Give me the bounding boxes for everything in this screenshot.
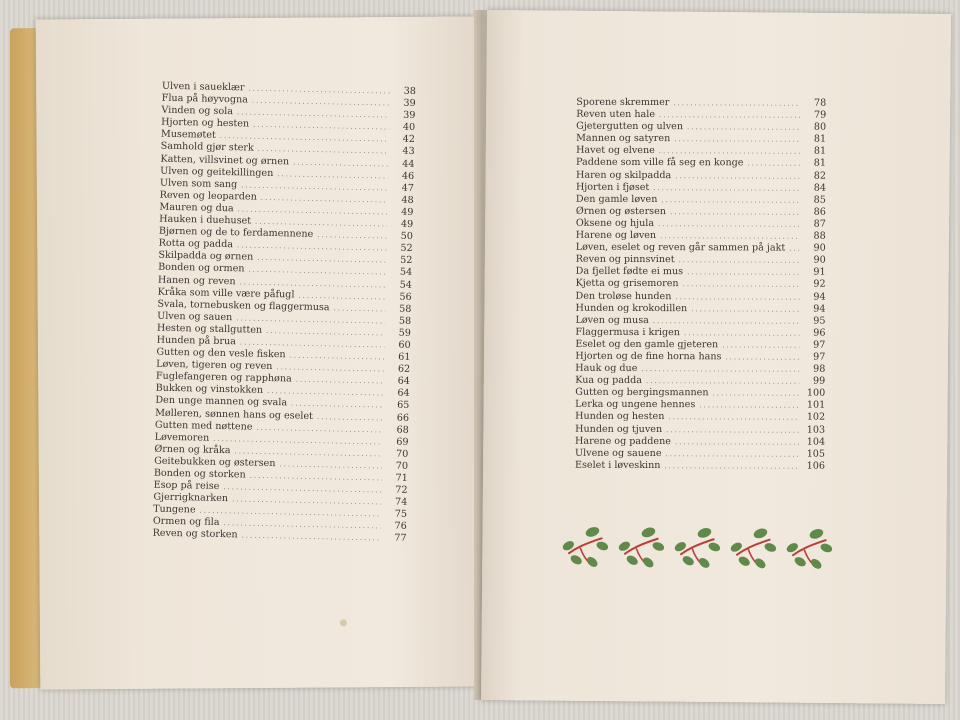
toc-entry-page-number: 97 xyxy=(813,339,826,351)
dot-leader xyxy=(725,351,799,363)
toc-entry-page-number: 80 xyxy=(813,121,827,133)
toc-entry-page-number: 65 xyxy=(397,400,410,412)
toc-entry-page-number: 90 xyxy=(813,242,826,254)
toc-entry-page-number: 103 xyxy=(806,424,826,436)
dot-leader xyxy=(674,133,800,146)
toc-entry-title: Den troløse hunden xyxy=(575,290,672,302)
toc-entry-page-number: 102 xyxy=(806,412,826,424)
dot-leader xyxy=(659,109,800,122)
toc-entry xyxy=(576,230,826,243)
toc-entry-title: Skilpadda og ørnen xyxy=(158,249,254,263)
toc-entry-title: Mølleren, sønnen hans og eselet xyxy=(155,407,314,422)
toc-entry-page-number: 43 xyxy=(402,146,415,158)
toc-entry-title: Hauken i duehuset xyxy=(159,213,252,227)
dot-leader xyxy=(684,327,799,339)
toc-entry xyxy=(575,327,825,340)
toc-entry-title: Ulven og sauen xyxy=(157,310,233,323)
toc-entry-page-number: 94 xyxy=(813,291,826,303)
toc-entry-page-number: 69 xyxy=(396,436,409,448)
toc-entry-page-number: 81 xyxy=(813,158,827,170)
toc-entry-title: Ørnen og kråka xyxy=(154,443,231,456)
toc-entry-page-number: 50 xyxy=(400,230,414,243)
toc-entry-page-number: 60 xyxy=(398,339,411,351)
toc-entry xyxy=(576,194,826,207)
toc-entry-title: Gjetergutten og ulven xyxy=(576,120,684,133)
toc-entry-page-number: 79 xyxy=(813,109,827,121)
toc-entry xyxy=(575,351,825,364)
toc-entry-title: Bonden og storken xyxy=(153,467,246,481)
toc-entry-title: Paddene som ville få seg en konge xyxy=(576,157,744,169)
toc-entry-title: Hanen og reven xyxy=(157,274,236,287)
toc-entry-page-number: 62 xyxy=(397,363,411,376)
toc-entry-title: Vinden og sola xyxy=(161,104,234,118)
toc-entry xyxy=(576,121,826,134)
toc-entry-page-number: 70 xyxy=(395,460,409,472)
toc-entry xyxy=(576,97,826,110)
toc-entry-page-number: 86 xyxy=(813,206,826,218)
toc-entry-title: Hunden og tjuven xyxy=(575,423,663,435)
toc-entry-title: Hesten og stallgutten xyxy=(156,322,263,336)
toc-entry-page-number: 66 xyxy=(396,412,410,424)
dot-leader xyxy=(699,400,799,412)
toc-entry-page-number: 76 xyxy=(394,521,407,533)
toc-entry xyxy=(576,278,826,291)
toc-entry-page-number: 58 xyxy=(399,303,412,315)
leaf-sprig-icon xyxy=(618,524,664,568)
toc-entry-title: Eselet i løveskinn xyxy=(574,459,661,471)
toc-entry-page-number: 54 xyxy=(399,279,412,291)
toc-entry-page-number: 39 xyxy=(403,97,416,110)
toc-entry-page-number: 61 xyxy=(398,351,411,363)
toc-entry xyxy=(576,218,826,231)
toc-entry xyxy=(575,314,825,327)
dot-leader xyxy=(675,436,799,449)
toc-entry-title: Tungene xyxy=(153,503,196,516)
toc-entry-page-number: 52 xyxy=(400,255,413,267)
dot-leader xyxy=(653,315,800,328)
table-of-contents-left xyxy=(152,81,416,546)
toc-entry-page-number: 52 xyxy=(400,242,413,255)
toc-entry-page-number: 56 xyxy=(399,291,412,303)
toc-entry-page-number: 47 xyxy=(401,182,415,194)
table-of-contents-right xyxy=(575,97,826,473)
toc-entry-page-number: 82 xyxy=(813,170,827,182)
toc-entry-title: Mauren og dua xyxy=(159,201,234,215)
toc-entry-title: Kua og padda xyxy=(575,374,643,387)
right-page xyxy=(481,10,951,704)
toc-entry xyxy=(576,206,826,219)
toc-entry-title: Rotta og padda xyxy=(158,237,234,251)
toc-entry-title: Hunden på brua xyxy=(156,334,237,348)
toc-entry-title: Løven, tigeren og reven xyxy=(156,358,273,373)
dot-leader xyxy=(722,339,799,351)
toc-entry-title: Løven, eselet og reven går sammen på jakt xyxy=(575,241,786,254)
toc-entry-page-number: 100 xyxy=(806,387,826,399)
toc-entry-title: Fuglefangeren og rapphøna xyxy=(155,370,292,385)
toc-entry-page-number: 64 xyxy=(397,388,410,400)
leaf-sprig-icon xyxy=(562,524,608,568)
toc-entry-page-number: 75 xyxy=(394,508,408,521)
toc-entry-title: Hjorten i fjøset xyxy=(575,181,650,193)
toc-entry-page-number: 74 xyxy=(394,496,408,509)
toc-entry xyxy=(576,254,826,267)
toc-entry-title: Hjorten og de fine horna hans xyxy=(575,350,722,363)
dot-leader xyxy=(679,254,800,267)
toc-entry-title: Hunden og hesten xyxy=(575,411,665,423)
leaf-sprig-icon xyxy=(786,526,832,570)
toc-entry-title: Ulven og geitekillingen xyxy=(160,165,274,179)
dot-leader xyxy=(666,424,799,437)
dot-leader xyxy=(683,279,800,292)
toc-entry xyxy=(576,133,826,146)
toc-entry xyxy=(576,109,826,122)
toc-entry-title: Svala, tornebusken og flaggermusa xyxy=(157,298,330,313)
toc-entry-page-number: 40 xyxy=(402,121,416,134)
leaf-ornament-row xyxy=(562,524,842,576)
toc-entry-title: Gutten med nøttene xyxy=(154,419,253,433)
left-page xyxy=(36,16,481,689)
toc-entry-page-number: 105 xyxy=(806,448,826,460)
dot-leader xyxy=(747,158,800,170)
toc-entry-page-number: 70 xyxy=(395,448,409,460)
dot-leader xyxy=(664,460,799,473)
toc-entry-page-number: 97 xyxy=(813,351,826,363)
toc-entry-page-number: 94 xyxy=(813,303,826,315)
toc-entry-title: Havet og elvene xyxy=(576,145,655,157)
leaf-sprig-icon xyxy=(730,525,776,569)
toc-entry-page-number: 54 xyxy=(399,267,413,279)
toc-entry-page-number: 91 xyxy=(813,266,826,278)
toc-entry-title: Ørnen og østersen xyxy=(575,205,666,217)
toc-entry-title: Eselet og den gamle gjeteren xyxy=(575,338,719,351)
toc-entry-page-number: 85 xyxy=(813,194,826,206)
toc-entry-title: Reven og leoparden xyxy=(159,189,257,203)
toc-entry xyxy=(576,181,826,194)
toc-entry-page-number: 46 xyxy=(401,170,415,182)
toc-entry-page-number: 98 xyxy=(813,363,826,375)
toc-entry-title: Gjerrigknarken xyxy=(153,491,229,505)
toc-entry-page-number: 106 xyxy=(806,460,825,472)
toc-entry xyxy=(576,302,826,315)
toc-entry-title: Katten, villsvinet og ørnen xyxy=(160,153,290,167)
toc-entry-page-number: 49 xyxy=(400,218,414,230)
toc-entry-title: Sporene skremmer xyxy=(576,96,670,109)
toc-entry-title: Bukken og vinstokken xyxy=(155,382,264,397)
toc-entry-page-number: 95 xyxy=(813,315,826,327)
dot-leader xyxy=(276,361,384,375)
toc-entry-title: Gutten og den vesle fisken xyxy=(156,346,286,361)
toc-entry xyxy=(575,375,825,388)
dot-leader xyxy=(713,387,800,399)
dot-leader xyxy=(675,291,799,304)
toc-entry-page-number: 87 xyxy=(813,218,826,230)
toc-entry xyxy=(576,290,826,303)
toc-entry-title: Reven og storken xyxy=(152,528,238,541)
toc-entry-page-number: 81 xyxy=(813,145,827,158)
toc-entry-title: Da fjellet fødte ei mus xyxy=(575,266,684,278)
toc-entry-title: Esop på reise xyxy=(153,479,220,493)
toc-entry-title: Bjørnen og de to ferdamennene xyxy=(158,225,314,240)
toc-entry-title: Ulven i saueklær xyxy=(161,80,245,94)
toc-entry-title: Haren og skilpadda xyxy=(575,169,672,181)
dot-leader xyxy=(691,303,799,315)
leaf-sprig-icon xyxy=(674,525,720,569)
dot-leader xyxy=(659,145,800,158)
toc-entry-title: Kjetta og grisemoren xyxy=(575,278,679,290)
toc-entry-title: Harene og paddene xyxy=(575,435,671,447)
toc-entry-page-number: 101 xyxy=(806,399,826,411)
toc-entry-page-number: 59 xyxy=(398,327,411,339)
toc-entry xyxy=(575,423,825,436)
toc-entry-title: Flua på høyvogna xyxy=(161,92,249,106)
toc-entry xyxy=(576,266,826,279)
toc-entry xyxy=(576,169,826,182)
toc-entry-title: Bonden og ormen xyxy=(158,262,245,275)
toc-entry-page-number: 68 xyxy=(396,424,409,436)
toc-entry-title: Ulven som sang xyxy=(159,177,238,191)
toc-entry-page-number: 44 xyxy=(402,158,415,170)
toc-entry-page-number: 99 xyxy=(813,375,826,387)
toc-entry-page-number: 39 xyxy=(403,109,416,122)
toc-entry xyxy=(575,447,825,460)
paper-blemish xyxy=(340,619,347,626)
toc-entry-title: Oksene og hjula xyxy=(575,217,655,229)
toc-entry-page-number: 49 xyxy=(401,206,414,218)
toc-entry-title: Løvemoren xyxy=(154,431,210,444)
dot-leader xyxy=(241,530,380,545)
toc-entry-title: Lerka og ungene hennes xyxy=(575,399,696,411)
toc-entry-title: Den gamle løven xyxy=(575,193,658,205)
dot-leader xyxy=(673,97,800,110)
toc-entry-title: Geitebukken og østersen xyxy=(154,455,276,470)
toc-entry xyxy=(576,242,826,255)
toc-entry-page-number: 48 xyxy=(401,194,414,206)
toc-entry-page-number: 81 xyxy=(813,133,827,145)
toc-entry-title: Hjorten og hesten xyxy=(161,116,250,130)
toc-entry-title: Musemøtet xyxy=(160,129,216,142)
dot-leader xyxy=(668,412,799,425)
toc-entry-title: Hunden og krokodillen xyxy=(575,302,688,314)
toc-entry-title: Ormen og fila xyxy=(152,515,220,529)
toc-entry-title: Gutten og bergingsmannen xyxy=(575,387,709,399)
toc-entry-page-number: 71 xyxy=(395,472,408,484)
toc-entry-page-number: 104 xyxy=(806,436,826,448)
dot-leader xyxy=(661,194,800,207)
dot-leader xyxy=(789,243,800,255)
toc-entry-page-number: 96 xyxy=(813,327,826,339)
toc-entry-title: Reven uten hale xyxy=(576,108,656,121)
toc-entry-page-number: 77 xyxy=(394,533,407,545)
dot-leader xyxy=(665,448,799,461)
toc-entry-page-number: 58 xyxy=(398,315,412,327)
dot-leader xyxy=(687,266,800,278)
toc-entry xyxy=(576,157,826,170)
toc-entry-page-number: 64 xyxy=(397,375,410,388)
toc-entry-page-number: 38 xyxy=(403,85,417,97)
toc-entry-title: Den unge mannen og svala xyxy=(155,395,288,409)
toc-entry-title: Samhold gjør sterk xyxy=(160,141,254,155)
toc-entry-title: Hauk og due xyxy=(575,362,638,375)
dot-leader xyxy=(641,363,799,376)
dot-leader xyxy=(646,375,799,388)
toc-entry-title: Ulvene og sauene xyxy=(575,447,662,459)
toc-entry-page-number: 42 xyxy=(402,134,416,146)
toc-entry xyxy=(575,435,825,448)
toc-entry-page-number: 72 xyxy=(395,484,408,496)
dot-leader xyxy=(333,302,385,315)
toc-entry-page-number: 90 xyxy=(813,254,826,266)
dot-leader xyxy=(660,230,800,243)
toc-entry xyxy=(575,399,825,412)
toc-entry-title: Flaggermusa i krigen xyxy=(575,326,681,338)
dot-leader xyxy=(687,121,800,133)
toc-entry-page-number: 78 xyxy=(814,97,827,109)
toc-entry xyxy=(575,363,825,376)
dot-leader xyxy=(675,170,800,183)
toc-entry xyxy=(575,387,825,400)
toc-entry xyxy=(575,460,825,473)
toc-entry xyxy=(575,339,825,352)
toc-entry-title: Løven og musa xyxy=(575,314,649,326)
toc-entry-page-number: 92 xyxy=(813,279,826,291)
toc-entry-title: Mannen og satyren xyxy=(576,133,671,145)
toc-entry-page-number: 84 xyxy=(813,182,826,194)
toc-entry-title: Kråka som ville være påfugl xyxy=(157,286,295,301)
dot-leader xyxy=(670,206,800,219)
dot-leader xyxy=(653,182,800,195)
toc-entry-title: Reven og pinnsvinet xyxy=(575,253,675,266)
toc-entry-title: Harene og løven xyxy=(575,229,657,242)
toc-entry xyxy=(575,411,825,424)
dot-leader xyxy=(658,218,800,231)
toc-entry-page-number: 88 xyxy=(813,230,826,242)
